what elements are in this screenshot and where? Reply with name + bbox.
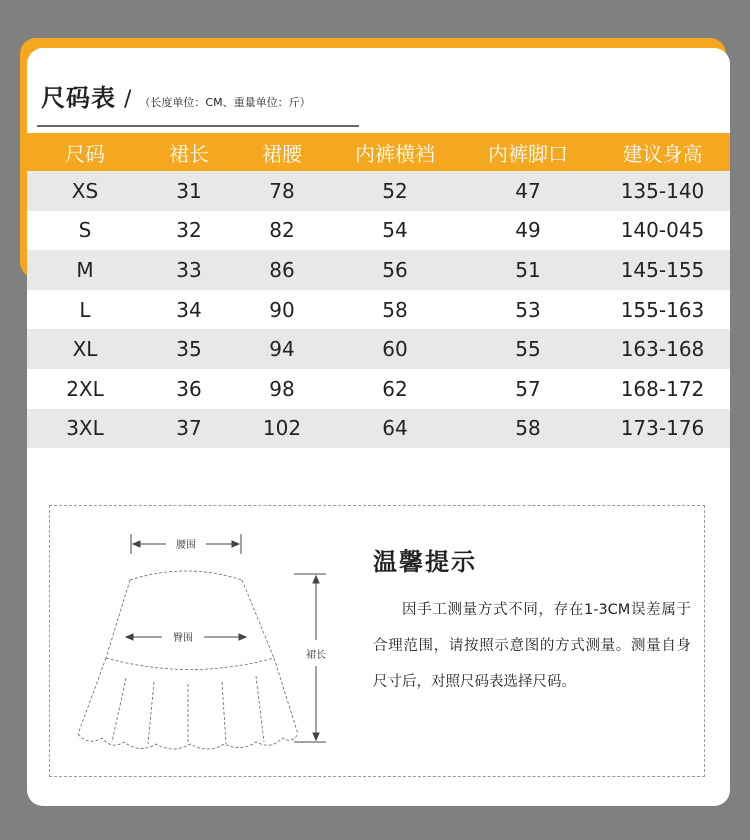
unit-note: （长度单位：CM、重量单位：斤） xyxy=(139,96,311,109)
column-header: 内裤脚口 xyxy=(461,133,595,171)
table-cell: 62 xyxy=(382,376,408,401)
column-header: 内裤横裆 xyxy=(329,133,461,171)
table-cell: 60 xyxy=(329,329,461,369)
table-cell: L xyxy=(79,297,91,322)
table-cell: 33 xyxy=(143,250,235,290)
table-cell: 145-155 xyxy=(595,250,730,290)
table-cell: 98 xyxy=(269,376,295,401)
tips-body: 因手工测量方式不同，存在1-3CM误差属于合理范围，请按照示意图的方式测量。测量自身尺寸后，对照尺码表选择尺码。 xyxy=(373,602,691,690)
table-row xyxy=(27,211,730,251)
table-row xyxy=(27,369,730,409)
table-cell: 86 xyxy=(235,250,329,290)
table-cell: 54 xyxy=(382,218,408,243)
table-row xyxy=(27,290,730,330)
table-cell: 56 xyxy=(329,250,461,290)
table-cell: XL xyxy=(27,329,143,369)
table-cell: 140-045 xyxy=(620,218,705,243)
column-header: 尺码 xyxy=(27,133,143,171)
table-cell: 52 xyxy=(329,171,461,211)
table-cell: S xyxy=(78,218,92,243)
table-cell: 102 xyxy=(235,409,329,449)
table-cell: 82 xyxy=(269,218,295,243)
table-row xyxy=(27,250,730,290)
length-label: 裙长 xyxy=(306,650,326,661)
size-table xyxy=(27,133,730,448)
table-cell: M xyxy=(27,250,143,290)
column-header: 建议身高 xyxy=(595,133,730,171)
title-text: 尺码表 xyxy=(41,84,116,112)
table-cell: 37 xyxy=(143,409,235,449)
hip-label: 臀围 xyxy=(173,633,193,644)
page-title xyxy=(41,78,311,113)
table-cell: 64 xyxy=(329,409,461,449)
tips-title: 温馨提示 xyxy=(373,548,477,576)
table-cell: 94 xyxy=(235,329,329,369)
table-cell: 53 xyxy=(515,297,541,322)
waist-label: 腰围 xyxy=(176,540,196,551)
table-cell: 35 xyxy=(143,329,235,369)
table-row xyxy=(27,171,730,211)
table-cell: 31 xyxy=(143,171,235,211)
table-cell: 163-168 xyxy=(595,329,730,369)
column-header: 裙腰 xyxy=(235,133,329,171)
table-cell: 58 xyxy=(461,409,595,449)
table-cell: 49 xyxy=(515,218,541,243)
table-cell: 3XL xyxy=(27,409,143,449)
table-cell: 47 xyxy=(461,171,595,211)
table-cell: 51 xyxy=(461,250,595,290)
table-row xyxy=(27,409,730,449)
table-cell: 32 xyxy=(176,218,202,243)
table-cell: 173-176 xyxy=(595,409,730,449)
table-cell: 168-172 xyxy=(620,376,705,401)
skirt-outline-icon xyxy=(78,571,298,749)
table-cell: 90 xyxy=(269,297,295,322)
table-cell: 55 xyxy=(461,329,595,369)
skirt-diagram xyxy=(50,506,350,776)
size-chart-card xyxy=(27,48,730,806)
table-cell: 58 xyxy=(382,297,408,322)
table-cell: 36 xyxy=(176,376,202,401)
table-row xyxy=(27,329,730,369)
title-slash: / xyxy=(124,87,132,112)
table-cell: 78 xyxy=(235,171,329,211)
table-header-row xyxy=(27,133,730,171)
table-cell: XS xyxy=(27,171,143,211)
table-cell: 57 xyxy=(515,376,541,401)
title-underline xyxy=(37,125,359,127)
table-cell: 135-140 xyxy=(595,171,730,211)
table-cell: 34 xyxy=(176,297,202,322)
table-cell: 155-163 xyxy=(620,297,705,322)
column-header: 裙长 xyxy=(143,133,235,171)
table-cell: 2XL xyxy=(66,376,104,401)
